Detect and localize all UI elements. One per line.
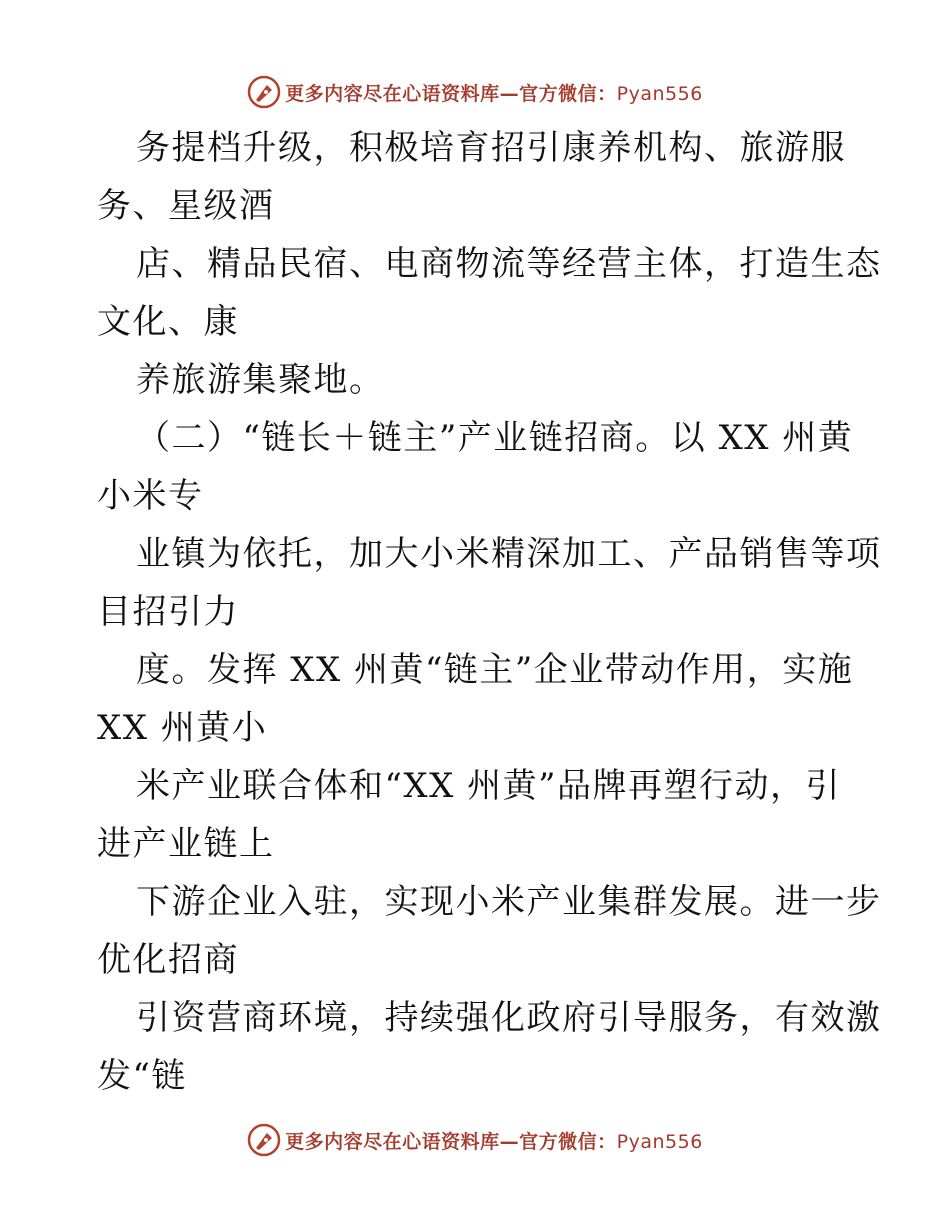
watermark-text (285, 1127, 703, 1154)
text-line: 引资营商环境，持续强化政府引导服务，有效激 (136, 998, 882, 1038)
text-line: 度。发挥 XX 州黄“链主”企业带动作用，实施 (136, 650, 854, 690)
text-line: 务、星级酒 (97, 186, 275, 226)
text-line: 业镇为依托，加大小米精深加工、产品销售等项 (136, 534, 882, 574)
wechat-id: Pyan556 (616, 1130, 703, 1153)
text-line: 米产业联合体和“XX 州黄”品牌再塑行动，引 (136, 766, 841, 806)
header-watermark (0, 72, 950, 112)
watermark-label: 更多内容尽在心语资料库—官方微信： (285, 82, 617, 105)
watermark-text (285, 79, 703, 106)
text-line: 小米专 (97, 476, 204, 516)
text-line: 进产业链上 (97, 824, 275, 864)
section-heading-line: （二）“链长＋链主”产业链招商。以 XX 州黄 (136, 418, 854, 458)
watermark-label: 更多内容尽在心语资料库—官方微信： (285, 1130, 617, 1153)
text-line: 店、精品民宿、电商物流等经营主体，打造生态 (136, 244, 882, 284)
text-line: 文化、康 (97, 302, 239, 342)
text-line: 下游企业入驻，实现小米产业集群发展。进一步 (136, 882, 882, 922)
wechat-id: Pyan556 (616, 82, 703, 105)
pen-nib-logo-icon (247, 1123, 281, 1157)
text-line: 优化招商 (97, 940, 239, 980)
text-line: 养旅游集聚地。 (136, 360, 385, 400)
text-line: 目招引力 (97, 592, 239, 632)
footer-watermark (0, 1120, 950, 1160)
text-line: 发“链 (97, 1056, 187, 1096)
text-line: 务提档升级，积极培育招引康养机构、旅游服 (136, 128, 846, 168)
text-line: XX 州黄小 (97, 708, 268, 748)
pen-nib-logo-icon (247, 75, 281, 109)
